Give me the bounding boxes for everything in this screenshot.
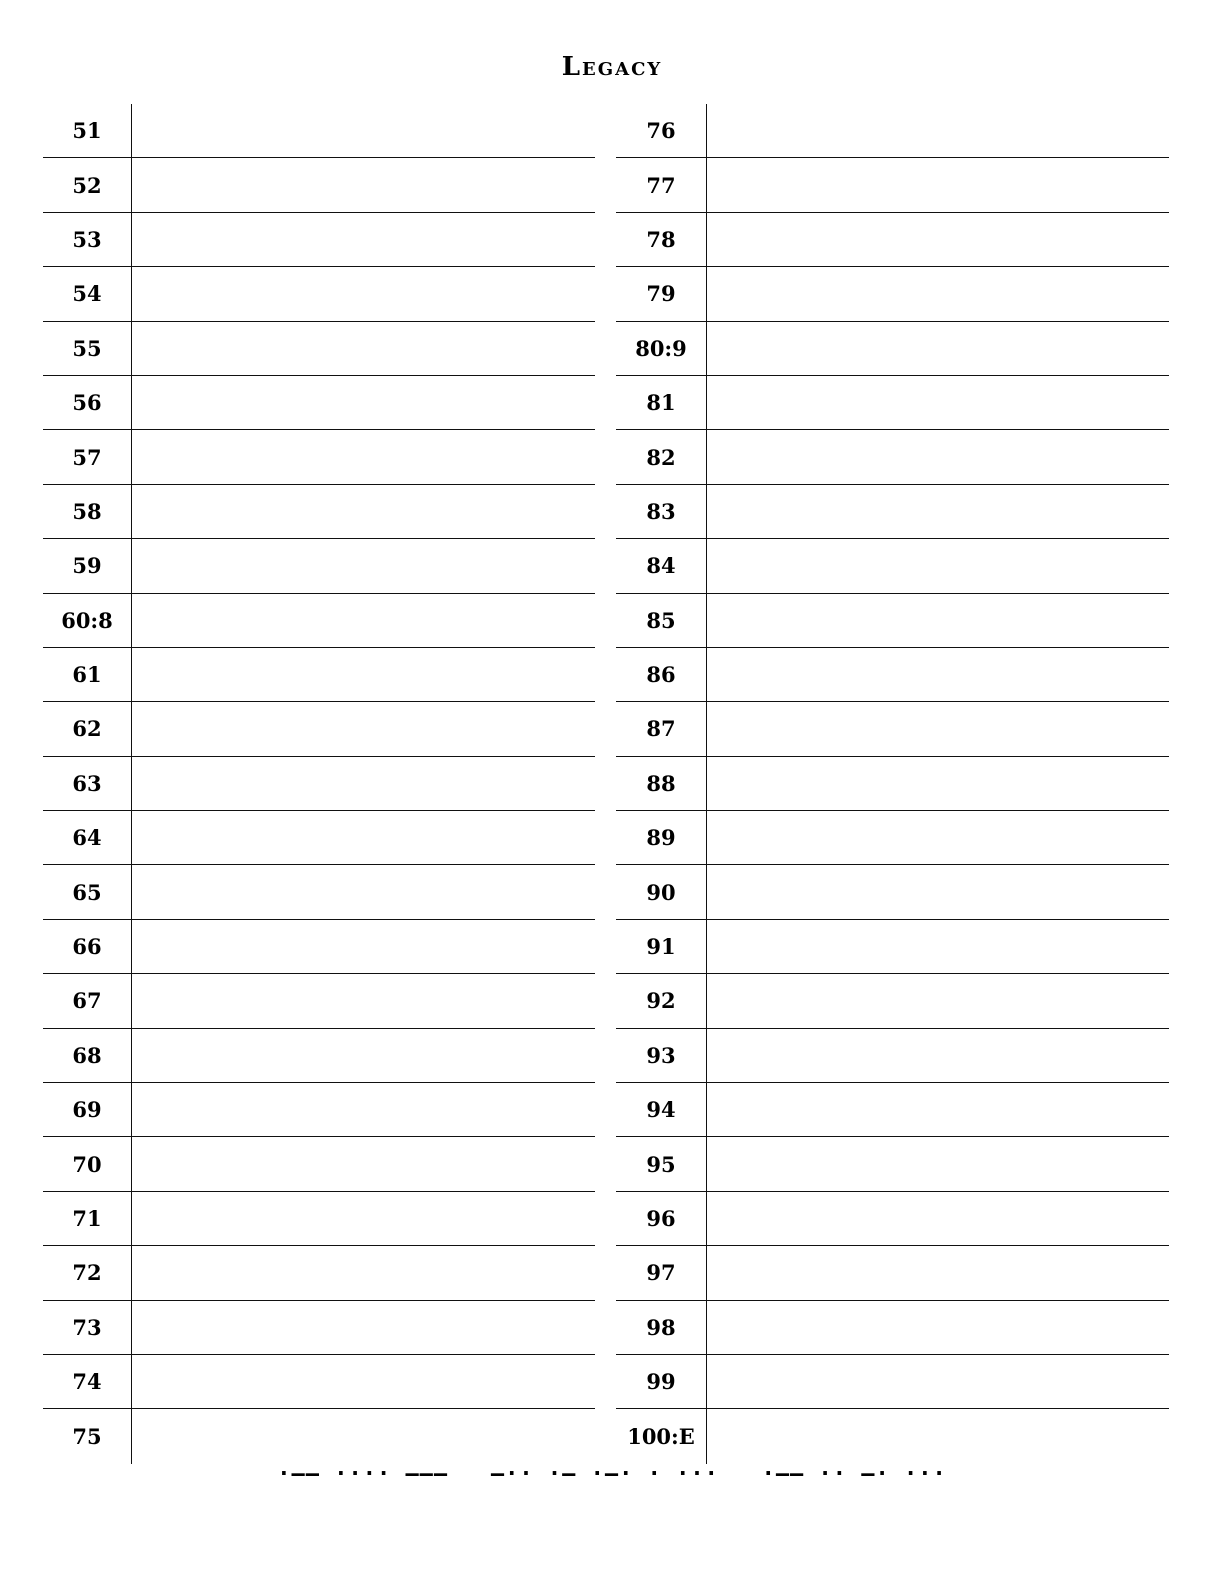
log-row	[43, 920, 595, 974]
row-number: 65	[72, 879, 102, 905]
log-row	[43, 322, 595, 376]
log-row	[616, 213, 1169, 267]
entry-field[interactable]	[133, 1192, 595, 1245]
log-row	[616, 702, 1169, 756]
row-number: 83	[646, 498, 676, 524]
entry-field[interactable]	[708, 539, 1169, 592]
entry-field[interactable]	[708, 1409, 1169, 1463]
log-row	[43, 267, 595, 321]
log-row	[616, 1137, 1169, 1191]
log-row	[616, 376, 1169, 430]
entry-field[interactable]	[133, 213, 595, 266]
entry-field[interactable]	[133, 1409, 595, 1463]
row-number: 84	[646, 553, 676, 579]
entry-field[interactable]	[708, 648, 1169, 701]
log-row	[616, 267, 1169, 321]
log-row	[616, 1355, 1169, 1409]
row-number: 78	[646, 226, 676, 252]
row-number: 77	[646, 172, 676, 198]
entry-field[interactable]	[708, 1246, 1169, 1299]
log-row	[43, 1029, 595, 1083]
row-number: 70	[72, 1151, 102, 1177]
log-row	[43, 376, 595, 430]
row-number: 69	[72, 1097, 102, 1123]
entry-field[interactable]	[133, 1029, 595, 1082]
row-number: 56	[72, 390, 102, 416]
log-row	[616, 920, 1169, 974]
page-title: Legacy	[561, 52, 663, 82]
entry-field[interactable]	[708, 213, 1169, 266]
entry-field[interactable]	[133, 974, 595, 1027]
log-row	[43, 594, 595, 648]
row-number: 54	[72, 281, 102, 307]
row-number: 75	[72, 1424, 102, 1450]
entry-field[interactable]	[708, 1301, 1169, 1354]
row-number: 91	[646, 934, 676, 960]
log-row	[43, 811, 595, 865]
entry-field[interactable]	[708, 1355, 1169, 1408]
log-row	[43, 539, 595, 593]
entry-field[interactable]	[133, 267, 595, 320]
log-row	[616, 485, 1169, 539]
entry-field[interactable]	[708, 1083, 1169, 1136]
entry-field[interactable]	[133, 757, 595, 810]
footer-morse-code: ·–– ···· ––– –·· ·– ·–· · ··· ·–– ·· –· ···	[277, 1462, 947, 1487]
log-row	[616, 1029, 1169, 1083]
row-number: 89	[646, 825, 676, 851]
right-log-column	[616, 104, 1169, 1464]
entry-field[interactable]	[708, 974, 1169, 1027]
entry-field[interactable]	[708, 865, 1169, 918]
entry-field[interactable]	[133, 485, 595, 538]
entry-field[interactable]	[133, 430, 595, 483]
row-number: 66	[72, 934, 102, 960]
log-row	[43, 485, 595, 539]
log-row	[616, 104, 1169, 158]
row-number: 100:E	[627, 1424, 695, 1450]
row-number: 82	[646, 444, 676, 470]
entry-field[interactable]	[133, 158, 595, 211]
row-number: 55	[72, 335, 102, 361]
log-row	[616, 648, 1169, 702]
row-number: 98	[646, 1314, 676, 1340]
log-row	[616, 757, 1169, 811]
entry-field[interactable]	[133, 648, 595, 701]
row-number: 92	[646, 988, 676, 1014]
row-number: 72	[72, 1260, 102, 1286]
row-number: 93	[646, 1042, 676, 1068]
log-row	[43, 1409, 595, 1463]
row-number: 74	[72, 1369, 102, 1395]
row-number: 76	[646, 118, 676, 144]
entry-field[interactable]	[708, 1029, 1169, 1082]
log-row	[43, 974, 595, 1028]
row-number: 60:8	[61, 607, 113, 633]
log-row	[43, 104, 595, 158]
row-number: 53	[72, 226, 102, 252]
log-row	[43, 865, 595, 919]
log-row	[616, 158, 1169, 212]
entry-field[interactable]	[708, 322, 1169, 375]
entry-field[interactable]	[133, 920, 595, 973]
row-number: 51	[72, 118, 102, 144]
log-row	[43, 430, 595, 484]
row-number: 71	[72, 1206, 102, 1231]
row-number: 94	[646, 1097, 676, 1123]
row-number: 99	[646, 1369, 676, 1395]
entry-field[interactable]	[133, 1246, 595, 1299]
entry-field[interactable]	[708, 104, 1169, 157]
entry-field[interactable]	[133, 539, 595, 592]
log-row	[43, 702, 595, 756]
entry-field[interactable]	[133, 376, 595, 429]
log-row	[43, 1137, 595, 1191]
row-number: 73	[72, 1314, 102, 1340]
row-number: 63	[72, 770, 102, 796]
entry-field[interactable]	[133, 1083, 595, 1136]
row-number: 68	[72, 1042, 102, 1068]
row-number: 62	[72, 716, 102, 742]
entry-field[interactable]	[708, 702, 1169, 755]
log-row	[616, 811, 1169, 865]
left-log-column	[43, 104, 595, 1464]
entry-field[interactable]	[708, 376, 1169, 429]
entry-field[interactable]	[133, 702, 595, 755]
row-number: 95	[646, 1151, 676, 1177]
log-row	[43, 213, 595, 267]
row-number: 58	[72, 498, 102, 524]
row-number: 61	[72, 662, 102, 688]
entry-field[interactable]	[133, 1301, 595, 1354]
row-number: 87	[646, 716, 676, 742]
log-row	[43, 1192, 595, 1246]
row-number: 52	[72, 172, 102, 198]
entry-field[interactable]	[133, 811, 595, 864]
row-number: 85	[646, 607, 676, 633]
log-row	[43, 1083, 595, 1137]
entry-field[interactable]	[708, 1137, 1169, 1190]
log-row	[616, 865, 1169, 919]
log-row	[616, 1192, 1169, 1246]
log-row	[43, 1355, 595, 1409]
log-row	[616, 594, 1169, 648]
row-number: 79	[646, 281, 676, 307]
log-row	[43, 158, 595, 212]
log-row	[616, 322, 1169, 376]
entry-field[interactable]	[133, 104, 595, 157]
row-number: 81	[646, 390, 676, 416]
row-number: 90	[646, 879, 676, 905]
entry-field[interactable]	[133, 322, 595, 375]
row-number: 59	[72, 553, 102, 579]
log-row	[43, 648, 595, 702]
log-row	[616, 974, 1169, 1028]
entry-field[interactable]	[708, 267, 1169, 320]
log-row	[43, 1246, 595, 1300]
entry-field[interactable]	[708, 485, 1169, 538]
entry-field[interactable]	[708, 430, 1169, 483]
entry-field[interactable]	[133, 1355, 595, 1408]
log-row	[616, 430, 1169, 484]
entry-field[interactable]	[133, 1137, 595, 1190]
log-row	[616, 1083, 1169, 1137]
entry-field[interactable]	[708, 757, 1169, 810]
log-row	[616, 1301, 1169, 1355]
row-number: 80:9	[635, 335, 687, 361]
entry-field[interactable]	[133, 865, 595, 918]
row-number: 57	[72, 444, 102, 470]
row-number: 86	[646, 662, 676, 688]
row-number: 96	[646, 1206, 676, 1231]
entry-field[interactable]	[708, 158, 1169, 211]
entry-field[interactable]	[708, 1192, 1169, 1245]
log-row	[616, 1246, 1169, 1300]
row-number: 88	[646, 770, 676, 796]
entry-field[interactable]	[708, 811, 1169, 864]
row-number: 97	[646, 1260, 676, 1286]
entry-field[interactable]	[708, 594, 1169, 647]
log-row	[43, 1301, 595, 1355]
row-number: 67	[72, 988, 102, 1014]
entry-field[interactable]	[133, 594, 595, 647]
log-row	[616, 539, 1169, 593]
log-row	[43, 757, 595, 811]
log-row	[616, 1409, 1169, 1463]
row-number: 64	[72, 825, 102, 851]
entry-field[interactable]	[708, 920, 1169, 973]
